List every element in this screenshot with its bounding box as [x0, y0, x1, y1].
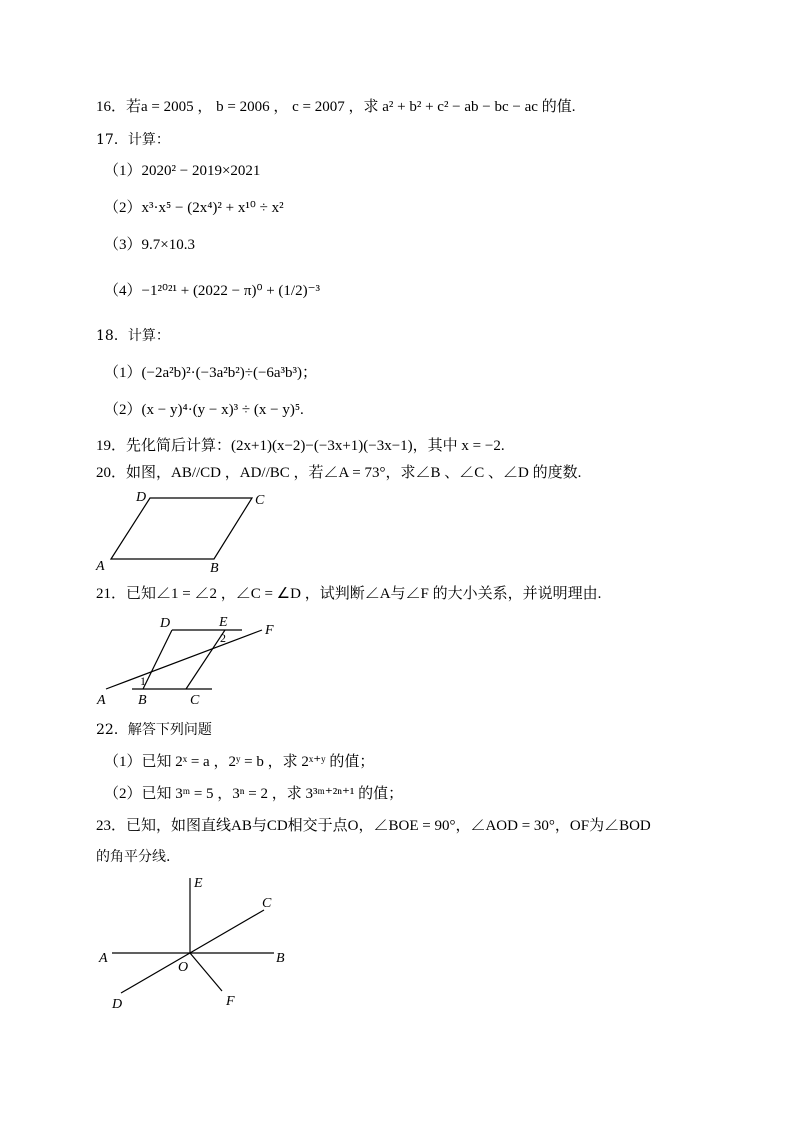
q22-item-2	[104, 785, 403, 803]
q22-item-2-expr: 已知 3ᵐ = 5 ，3ⁿ = 2 ，求 3³ᵐ⁺²ⁿ⁺¹ 的值；	[141, 786, 404, 802]
q16-formula: a = 2005 ， b = 2006 ， c = 2007 ，求 a² + b² + c² − ab − bc − ac 的值.	[141, 99, 576, 115]
q18-item-1-label: （1）	[104, 365, 142, 381]
q17-item-3-expr: 9.7×10.3	[141, 237, 195, 253]
q21-segment-bd	[143, 630, 172, 689]
q17-item-2-expr: x³·x⁵ − (2x⁴)² + x¹⁰ ÷ x²	[141, 200, 284, 216]
question-19: 19．先化简后计算：(2x+1)(x−2)−(−3x+1)(−3x−1)，其中 x = −2.	[96, 438, 505, 454]
q21-line-af	[106, 630, 262, 689]
q21-label-c: C	[190, 693, 200, 708]
q18-item-2-label: （2）	[104, 402, 142, 418]
q17-item-1	[104, 162, 260, 180]
q20-label-a: A	[96, 559, 105, 574]
q23-label-c: C	[262, 896, 272, 911]
question-17-title: 17．计算：	[96, 132, 170, 148]
q17-item-4	[104, 282, 320, 300]
q21-label-a: A	[97, 693, 106, 708]
q23-label-b: B	[276, 951, 285, 966]
q21-label-f: F	[265, 623, 274, 638]
q20-parallelogram	[111, 498, 252, 559]
q17-item-4-label: （4）	[104, 283, 142, 299]
q23-label-a: A	[99, 951, 108, 966]
q17-item-2-label: （2）	[104, 200, 142, 216]
q21-figure	[92, 612, 292, 710]
question-23-line-1: 23．已知，如图直线AB与CD相交于点O，∠BOE = 90°，∠AOD = 30°，OF为∠BOD	[96, 818, 651, 834]
q23-label-d: D	[112, 997, 123, 1012]
q22-item-1-expr: 已知 2ˣ = a ，2ʸ = b ，求 2ˣ⁺ʸ 的值；	[141, 754, 375, 770]
q20-label-b: B	[210, 561, 219, 576]
q21-label-angle-1: 1	[140, 674, 146, 688]
q23-figure	[92, 870, 312, 1015]
q18-item-2-expr: (x − y)⁴·(y − x)³ ÷ (x − y)⁵.	[141, 402, 304, 418]
q17-item-1-label: （1）	[104, 163, 142, 179]
q21-label-angle-2: 2	[220, 631, 226, 645]
q23-label-o: O	[178, 960, 189, 975]
question-20: 20．如图，AB//CD ，AD//BC ，若∠A = 73°，求∠B 、∠C 、∠D 的度数.	[96, 465, 582, 481]
question-16	[96, 98, 575, 116]
q22-item-2-label: （2）	[104, 786, 142, 802]
question-23-line-2: 的角平分线.	[96, 849, 171, 865]
q20-label-c: C	[255, 493, 265, 508]
q22-item-1	[104, 753, 374, 771]
q16-prefix: 16．若	[96, 99, 142, 115]
q21-label-e: E	[219, 615, 228, 630]
q18-item-1	[104, 364, 317, 382]
question-22-title: 22．解答下列问题	[96, 722, 212, 738]
q17-item-3	[104, 236, 195, 254]
q23-line-cd	[121, 910, 264, 993]
q17-item-3-label: （3）	[104, 237, 142, 253]
q20-label-d: D	[136, 490, 147, 505]
q18-item-1-expr: (−2a²b)²·(−3a²b²)÷(−6a³b³)；	[141, 365, 318, 381]
q17-item-4-expr: −1²⁰²¹ + (2022 − π)⁰ + (1/2)⁻³	[141, 283, 321, 299]
q17-item-1-expr: 2020² − 2019×2021	[141, 163, 261, 179]
question-18-title: 18．计算：	[96, 328, 170, 344]
q21-label-b: B	[138, 693, 147, 708]
q17-item-2	[104, 199, 284, 217]
q21-label-d: D	[160, 616, 171, 631]
q18-item-2	[104, 401, 304, 419]
q20-parallelogram-figure	[92, 486, 282, 578]
q23-label-e: E	[194, 876, 203, 891]
q23-label-f: F	[226, 994, 235, 1009]
question-21: 21．已知∠1 = ∠2 ，∠C = ∠D ，试判断∠A与∠F 的大小关系，并说明理由.	[96, 586, 602, 602]
q22-item-1-label: （1）	[104, 754, 142, 770]
q23-ray-of	[190, 953, 222, 991]
